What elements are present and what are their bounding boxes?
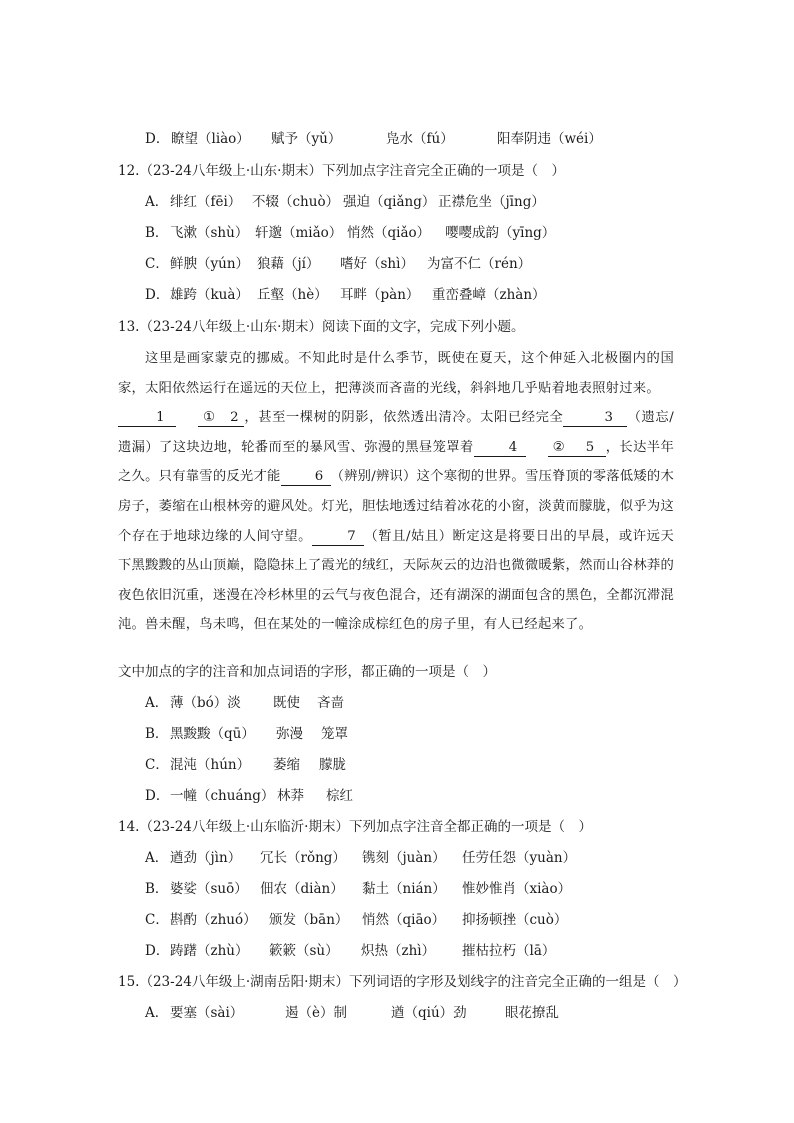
passage-segment-5: （辨别/辨识）这个寒彻的世界。雪压脊顶的零落低矮的木房子，萎缩在山根林旁的避风处。灯光，胆怯地透过结着冰花的小窗，淡黄而朦胧，似乎为这个存在于地球边缘的人间守望。: [118, 469, 675, 544]
option-item: 雄跨（kuà）: [170, 287, 249, 303]
option-item: 为富不仁（rén）: [427, 256, 532, 272]
option-item: 耳畔（pàn）: [340, 287, 420, 303]
question-14-stem: 14.（23-24八年级上·山东临沂·期末）下列加点字注音全都正确的一项是（ ）: [118, 819, 592, 835]
blank-7: 7: [312, 529, 364, 546]
option-label: A．: [145, 1005, 169, 1021]
option-item: 混沌（hún）: [170, 757, 251, 773]
passage-paragraph-1: 这里是画家蒙克的挪威。不知此时是什么季节，既使在夏天，这个伸延入北极圈内的国家，太阳依然运行在遥远的天位上，把薄淡而吝啬的光线，斜斜地几乎贴着地表照射过来。: [118, 351, 674, 396]
question-13-stem: 13.（23-24八年级上·山东·期末）阅读下面的文字，完成下列小题。: [118, 319, 525, 335]
option-item: 遒劲（jìn）: [170, 850, 242, 866]
option-item: 惟妙惟肖（xiào）: [462, 881, 572, 897]
option-item: 萎缩: [273, 757, 300, 773]
passage-segment-6: （暂且/姑且）断定这是将要日出的早晨，或许远天下黑黢黢的丛山顶巅，隐隐抹上了霞光的绒红，天际灰云的边沿也微微暖紫，然而山谷林莽的夜色依旧沉重，迷漫在冷杉林里的云气与夜色混合，还有湖深的湖面包含的黑色，全都沉滞混沌。兽未醒，鸟未鸣，但在某处的一幢涂成棕红色的房子里，有人已经起来了。: [118, 528, 675, 633]
option-label: B．: [145, 726, 169, 742]
option-item: 镌刻（juàn）: [362, 850, 446, 866]
option-item: 嘤嘤成韵（yīng）: [445, 225, 556, 241]
passage-segment-4: ，长达半年之久。只有靠雪的反光才能: [118, 439, 675, 485]
option-item: 赋予（yǔ）: [271, 131, 342, 147]
option-item: 既使: [273, 695, 300, 711]
option-label: A．: [145, 194, 169, 210]
option-label: C．: [145, 256, 169, 272]
option-item: 黑黢黢（qū）: [170, 726, 255, 742]
option-item: 任劳任怨（yuàn）: [462, 850, 577, 866]
option-item: 林莽: [277, 788, 304, 804]
option-item: 遏（è）制: [285, 1005, 347, 1021]
option-item: 摧枯拉朽（lā）: [462, 943, 556, 959]
option-label: C．: [145, 757, 169, 773]
option-label: C．: [145, 912, 169, 928]
option-item: 朦胧: [319, 757, 346, 773]
option-item: 阳奉阴违（wéi）: [497, 131, 602, 147]
blank-1: 1: [118, 410, 176, 427]
option-item: 遒（qiú）劲: [391, 1005, 467, 1021]
option-item: 簌簌（sù）: [269, 943, 339, 959]
passage-segment-3: （遗忘/遗漏）了这块边地，轮番而至的暴风雪、弥漫的黑昼笼罩着: [118, 410, 675, 455]
option-item: 轩邈（miǎo）: [255, 225, 343, 241]
option-item: 炽热（zhì）: [361, 943, 436, 959]
option-label: B．: [145, 881, 169, 897]
question-12-stem: 12.（23-24八年级上·山东·期末）下列加点字注音完全正确的一项是（ ）: [118, 163, 565, 179]
option-item: 丘壑（hè）: [257, 287, 328, 303]
option-item: 颁发（bān）: [269, 912, 349, 928]
blank-3: 3: [563, 410, 627, 427]
option-item: 瞭望（liào）: [171, 131, 250, 147]
option-label: A．: [145, 695, 169, 711]
option-item: 凫水（fú）: [386, 131, 454, 147]
blank-4: 4: [474, 440, 526, 457]
option-item: 飞漱（shù）: [170, 225, 249, 241]
option-label: A．: [145, 850, 169, 866]
question-15-stem: 15.（23-24八年级上·湖南岳阳·期末）下列词语的字形及划线字的注音完全正确的一组是（ ）: [118, 974, 687, 990]
option-item: 绯红（fēi）: [170, 194, 242, 210]
blank-2: 2: [198, 410, 244, 427]
reading-passage: [118, 344, 674, 640]
option-item: 正襟危坐（jīng）: [438, 194, 545, 210]
option-item: 悄然（qiǎo）: [347, 225, 431, 241]
option-item: 要塞（sài）: [170, 1005, 244, 1021]
option-label: B．: [145, 225, 169, 241]
option-item: 冗长（rǒng）: [260, 850, 346, 866]
option-item: 重峦叠嶂（zhàn）: [432, 287, 546, 303]
option-item: 婆娑（suō）: [170, 881, 248, 897]
passage-segment-2: ，甚至一棵树的阴影，依然透出清冷。太阳已经完全: [244, 410, 564, 426]
option-item: 悄然（qiāo）: [362, 912, 446, 928]
option-item: 强迫（qiǎng）: [343, 194, 436, 210]
option-item: 棕红: [326, 788, 353, 804]
option-item: 抑扬顿挫（cuò）: [462, 912, 568, 928]
option-item: 狼藉（jí）: [257, 256, 320, 272]
circle-2: ②: [552, 439, 565, 455]
option-label: D．: [145, 287, 170, 303]
blank-6: 6: [281, 469, 331, 486]
option-item: 鲜腴（yún）: [170, 256, 250, 272]
option-item: 踌躇（zhù）: [170, 943, 249, 959]
option-item: 笼罩: [321, 726, 348, 742]
option-item: 一幢（chuáng）: [170, 788, 275, 804]
blank-5: 5: [548, 440, 606, 457]
question-13-prompt: 文中加点的字的注音和加点词语的字形，都正确的一项是（ ）: [118, 664, 496, 680]
option-item: 嗜好（shì）: [340, 256, 414, 272]
option-item: 不辍（chuò）: [252, 194, 340, 210]
option-item: 佃农（diàn）: [260, 881, 344, 897]
option-label: D．: [145, 788, 170, 804]
circle-1: ①: [203, 410, 216, 426]
option-item: 薄（bó）淡: [170, 695, 241, 711]
option-label: D．: [145, 943, 170, 959]
option-item: 弥漫: [276, 726, 303, 742]
option-label: D．: [145, 131, 170, 147]
option-item: 斟酌（zhuó）: [170, 912, 257, 928]
option-item: 黏土（nián）: [362, 881, 446, 897]
option-item: 眼花撩乱: [505, 1005, 559, 1021]
option-item: 吝啬: [317, 695, 344, 711]
